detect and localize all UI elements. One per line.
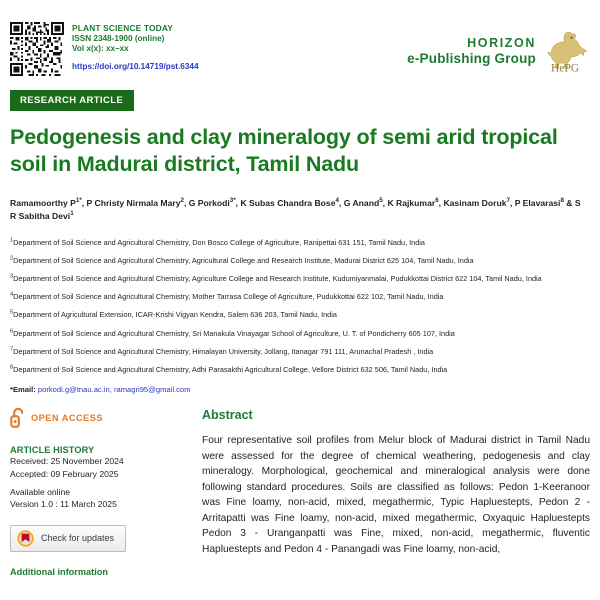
publisher-line-2: e-Publishing Group [407, 51, 536, 67]
abstract-heading: Abstract [202, 408, 253, 423]
author-name: P Christy Nirmala Mary [86, 198, 181, 209]
affiliation-marker: 4 [10, 291, 14, 298]
doi-link[interactable]: https://doi.org/10.14719/pst.6344 [72, 61, 199, 71]
author-affiliation-marker: 8 [560, 197, 564, 205]
affiliation-marker: 2 [10, 255, 14, 262]
affiliation-item [10, 329, 588, 339]
affiliation-list [10, 238, 590, 375]
affiliation-item [10, 310, 588, 320]
version-date: Version 1.0 : 11 March 2025 [10, 499, 117, 510]
publisher-logo-text: HePG [550, 62, 580, 74]
open-access-row [10, 407, 195, 428]
author-affiliation-marker: 7 [506, 197, 510, 205]
affiliation-marker: 1 [10, 237, 14, 244]
additional-information-heading: Additional information [10, 566, 108, 577]
author-name: S R Sabitha Devi [10, 198, 581, 222]
author-name: Kasinam Doruk [443, 198, 507, 209]
available-online-label: Available online [10, 486, 71, 497]
author-name: Ramamoorthy P [10, 198, 76, 209]
publisher-name [407, 36, 536, 69]
abstract-text: Four representative soil profiles from Melur block of Madurai district in Tamil Nadu were assessed for the degree of chemical weathering, pedogenesis and clay mineralogy. Morphological, geochemical and mineralogical analysis were done following standard procedures. Soils are classified as follows: Pedon 1-Keeranoor was Fine loamy, non-acid, mixed, megathermic, Typic Hapluestepts, Pedon 2 - Arritapatti was Fine loamy, non-acid, mixed megathermic, Oxyaquic Hapluestepts Pedon 3 - Uranganpatti was Fine, mixed, non-acid, megathermic, fluventic Hapluestepts and Pedon 4 - Panangadi was Fine loamy, non-acid, [202, 435, 590, 555]
email-label: *Email: [10, 385, 36, 395]
author-name: K Subas Chandra Bose [240, 198, 336, 209]
author-affiliation-marker: 1* [75, 197, 82, 205]
author-name: G Porkodi [188, 198, 230, 209]
journal-issn: ISSN 2348-1900 (online) [72, 33, 165, 43]
affiliation-text: Department of Soil Science and Agricultural Chemistry, Sri Manakula Vinayagar School of Agriculture, U. T. of Pondicherry 605 107, India [13, 328, 455, 338]
page-title: Pedogenesis and clay mineralogy of semi arid tropical soil in Madurai district, Tamil Nadu [10, 125, 558, 177]
author-affiliation-marker: 3* [229, 197, 236, 205]
affiliation-item [10, 347, 588, 357]
open-access-label: OPEN ACCESS [31, 412, 104, 423]
author-affiliation-marker: 5 [379, 197, 383, 205]
author-affiliation-marker: 2 [180, 197, 184, 205]
affiliation-marker: 6 [10, 328, 14, 335]
affiliation-text: Department of Soil Science and Agricultural Chemistry, Himalayan University, Jollang, Itanagar 791 111, Arunachal Pradesh , India [13, 346, 434, 356]
affiliation-text: Department of Soil Science and Agricultural Chemistry, Don Bosco College of Agriculture, Ranipettai 631 151, Tamil Nadu, India [13, 237, 425, 247]
author-name: K Rajkumar [387, 198, 436, 209]
affiliation-text: Department of Agricultural Extension, ICAR-Krishi Vigyan Kendra, Salem 636 203, Tamil Nadu, India [13, 310, 337, 320]
affiliation-marker: 8 [10, 364, 14, 371]
publisher-line-1: HORIZON [467, 35, 536, 50]
check-for-updates-label: Check for updates [41, 533, 115, 544]
author-name: G Anand [343, 198, 380, 209]
journal-info [72, 22, 199, 75]
journal-title: PLANT SCIENCE TODAY [72, 23, 174, 33]
affiliation-item [10, 256, 588, 266]
qr-code-icon[interactable] [10, 22, 64, 76]
affiliation-item [10, 274, 588, 284]
abstract-column [195, 407, 590, 576]
publisher-block [407, 22, 590, 74]
email-address[interactable]: porkodi.g@tnau.ac.in, ramagri95@gmail.com [37, 385, 191, 395]
check-for-updates-button[interactable] [10, 525, 126, 552]
received-date: Received: 25 November 2024 [10, 456, 124, 467]
affiliation-marker: 5 [10, 310, 14, 317]
lower-columns [10, 407, 590, 576]
affiliation-item [10, 365, 588, 375]
author-affiliation-marker: 6 [435, 197, 439, 205]
research-article-badge: RESEARCH ARTICLE [10, 90, 134, 111]
affiliation-text: Department of Soil Science and Agricultural Chemistry, Mother Tarrasa College of Agriculture, Pudukkottai 622 102, Tamil Nadu, India [13, 292, 444, 302]
article-type-row [10, 90, 590, 111]
author-affiliation-marker: 1 [70, 210, 74, 218]
affiliation-item [10, 238, 588, 248]
griffin-logo-icon [542, 30, 588, 74]
article-history-heading: ARTICLE HISTORY [10, 445, 95, 456]
affiliation-marker: 7 [10, 346, 14, 353]
masthead-left [10, 22, 199, 76]
crossmark-icon [17, 530, 34, 547]
masthead [10, 0, 590, 76]
author-name: P Elavarasi [514, 198, 561, 209]
journal-volume: Vol x(x): xx–xx [72, 44, 129, 54]
affiliation-marker: 3 [10, 273, 14, 280]
accepted-date: Accepted: 09 February 2025 [10, 468, 119, 479]
corresponding-email-line [10, 385, 590, 394]
open-lock-icon [10, 407, 25, 428]
affiliation-item [10, 292, 588, 302]
author-affiliation-marker: 4 [335, 197, 339, 205]
affiliation-text: Department of Soil Science and Agricultural Chemistry, Adhi Parasakthi Agricultural College, Vellore District 632 506, Tamil Nadu, India [13, 364, 448, 374]
author-list: Ramamoorthy $P^{1*}$, P Christy Nirmala Mary$^2$, G Porkodi$^{3*}$, K Subas Chandra Bose$^4$, G Anand$^5$, K Rajkumar$^6$, Kasinam Doruk$^7$, P Elavarasi$^8$ & S R Sabitha Devi$^1$ [10, 197, 581, 222]
affiliation-text: Department of Soil Science and Agricultural Chemistry, Agriculture College and Research Institute, Kudumiyanmalai, Pudukkottai District 622 104, Tamil Nadu, India [13, 274, 542, 284]
sidebar-column [10, 407, 195, 576]
affiliation-text: Department of Soil Science and Agricultural Chemistry, Agricultural College and Research Institute, Madurai District 625 104, Tamil Nadu, India [13, 256, 474, 266]
